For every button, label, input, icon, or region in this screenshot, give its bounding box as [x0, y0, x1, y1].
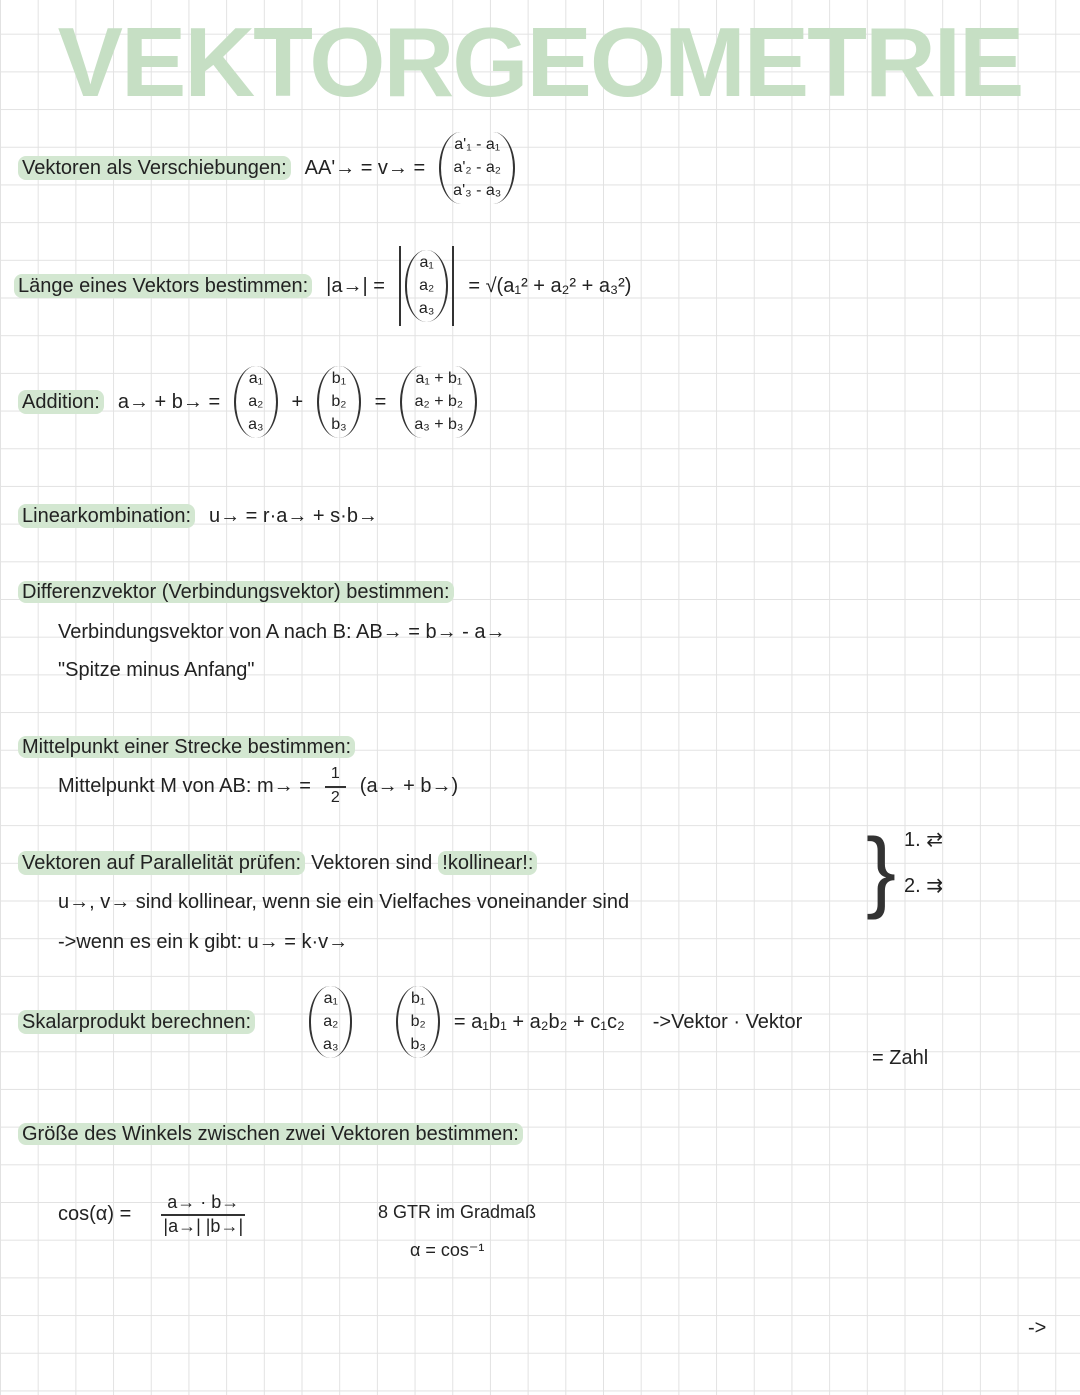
winkel-fraction: $\frac{a\to \cdot b\to}{|a\to| |b\to|}$ — [161, 1192, 245, 1236]
equals-sign: = — [374, 391, 387, 413]
gtr-note: 8 GTR im Gradmaß — [378, 1202, 537, 1222]
differenz-line2: "Spitze minus Anfang" — [58, 659, 255, 681]
skalar-result: = a₁b₁ + a₂b₂ + c₁c₂ — [453, 1011, 625, 1033]
winkel-row — [58, 1192, 245, 1236]
antiparallel-note: 1. ⇄ — [904, 829, 943, 851]
plus-sign: + — [291, 391, 304, 413]
skalar-note1: ->Vektor · Vektor — [652, 1011, 803, 1033]
differenz-line1: Verbindungsvektor von A nach B: AB→ = b→ - a→ — [58, 621, 506, 643]
vector-a: a₁ a₂ a₃ — [234, 366, 277, 438]
next-page-arrow: -> — [1028, 1317, 1047, 1339]
page-title: VEKTORGEOMETRIE — [57, 10, 1023, 114]
addition-row — [18, 366, 477, 438]
mittelpunkt-label: Mittelpunkt einer Strecke bestimmen: — [18, 735, 355, 759]
arccos-note: α = cos⁻¹ — [410, 1240, 485, 1260]
linear-formula: u→ = r·a→ + s·b→ — [209, 505, 378, 527]
parallel-label: Vektoren auf Parallelität prüfen: — [18, 851, 305, 875]
skalar-vector-b: b₁ b₂ b₃ — [396, 986, 439, 1058]
mittelpunkt-rest: (a→ + b→) — [359, 775, 459, 797]
skalar-vector-a: a₁ a₂ a₃ — [309, 986, 352, 1058]
laenge-rhs: = √(a₁² + a₂² + a₃²) — [468, 275, 632, 297]
half-fraction: $\frac{1}{2}$ — [325, 764, 346, 808]
parallel-text: Vektoren sind — [311, 852, 433, 874]
winkel-lhs: cos(α) = — [58, 1203, 132, 1225]
abs-bars — [399, 246, 454, 326]
verschiebung-vector: a'₁ - a₁ a'₂ - a₂ a'₃ - a₃ — [439, 132, 515, 204]
parallel-note: 2. ⇉ — [904, 875, 943, 897]
mittelpunkt-row — [58, 764, 458, 808]
laenge-vector: a₁ a₂ a₃ — [405, 250, 448, 322]
linear-row — [18, 504, 378, 528]
linear-label: Linearkombination: — [18, 504, 195, 528]
laenge-label: Länge eines Vektors bestimmen: — [14, 274, 312, 298]
skalar-note2: = Zahl — [872, 1047, 929, 1069]
laenge-lhs: |a→| = — [326, 275, 385, 297]
parallel-line2: ->wenn es ein k gibt: u→ = k·v→ — [58, 931, 349, 953]
brace-icon: } — [866, 821, 897, 921]
skalar-row — [18, 986, 802, 1058]
addition-label: Addition: — [18, 390, 104, 414]
vector-b: b₁ b₂ b₃ — [317, 366, 360, 438]
vector-sum: a₁ + b₁ a₂ + b₂ a₃ + b₃ — [400, 366, 477, 438]
skalar-label: Skalarprodukt berechnen: — [18, 1010, 255, 1034]
parallel-highlight: !kollinear!: — [438, 851, 537, 875]
verschiebung-row — [18, 132, 515, 204]
mittelpunkt-line1: Mittelpunkt M von AB: m→ = — [58, 775, 311, 797]
winkel-label: Größe des Winkels zwischen zwei Vektoren bestimmen: — [18, 1122, 523, 1146]
verschiebung-formula: AA'→ = v→ = — [304, 157, 426, 179]
parallel-row — [18, 851, 537, 875]
verschiebung-label: Vektoren als Verschiebungen: — [18, 156, 291, 180]
addition-lhs: a→ + b→ = — [117, 391, 221, 413]
parallel-line1: u→, v→ sind kollinear, wenn sie ein Vielfaches voneinander sind — [58, 891, 630, 913]
differenz-label: Differenzvektor (Verbindungsvektor) bestimmen: — [18, 580, 454, 604]
laenge-row — [14, 246, 631, 326]
